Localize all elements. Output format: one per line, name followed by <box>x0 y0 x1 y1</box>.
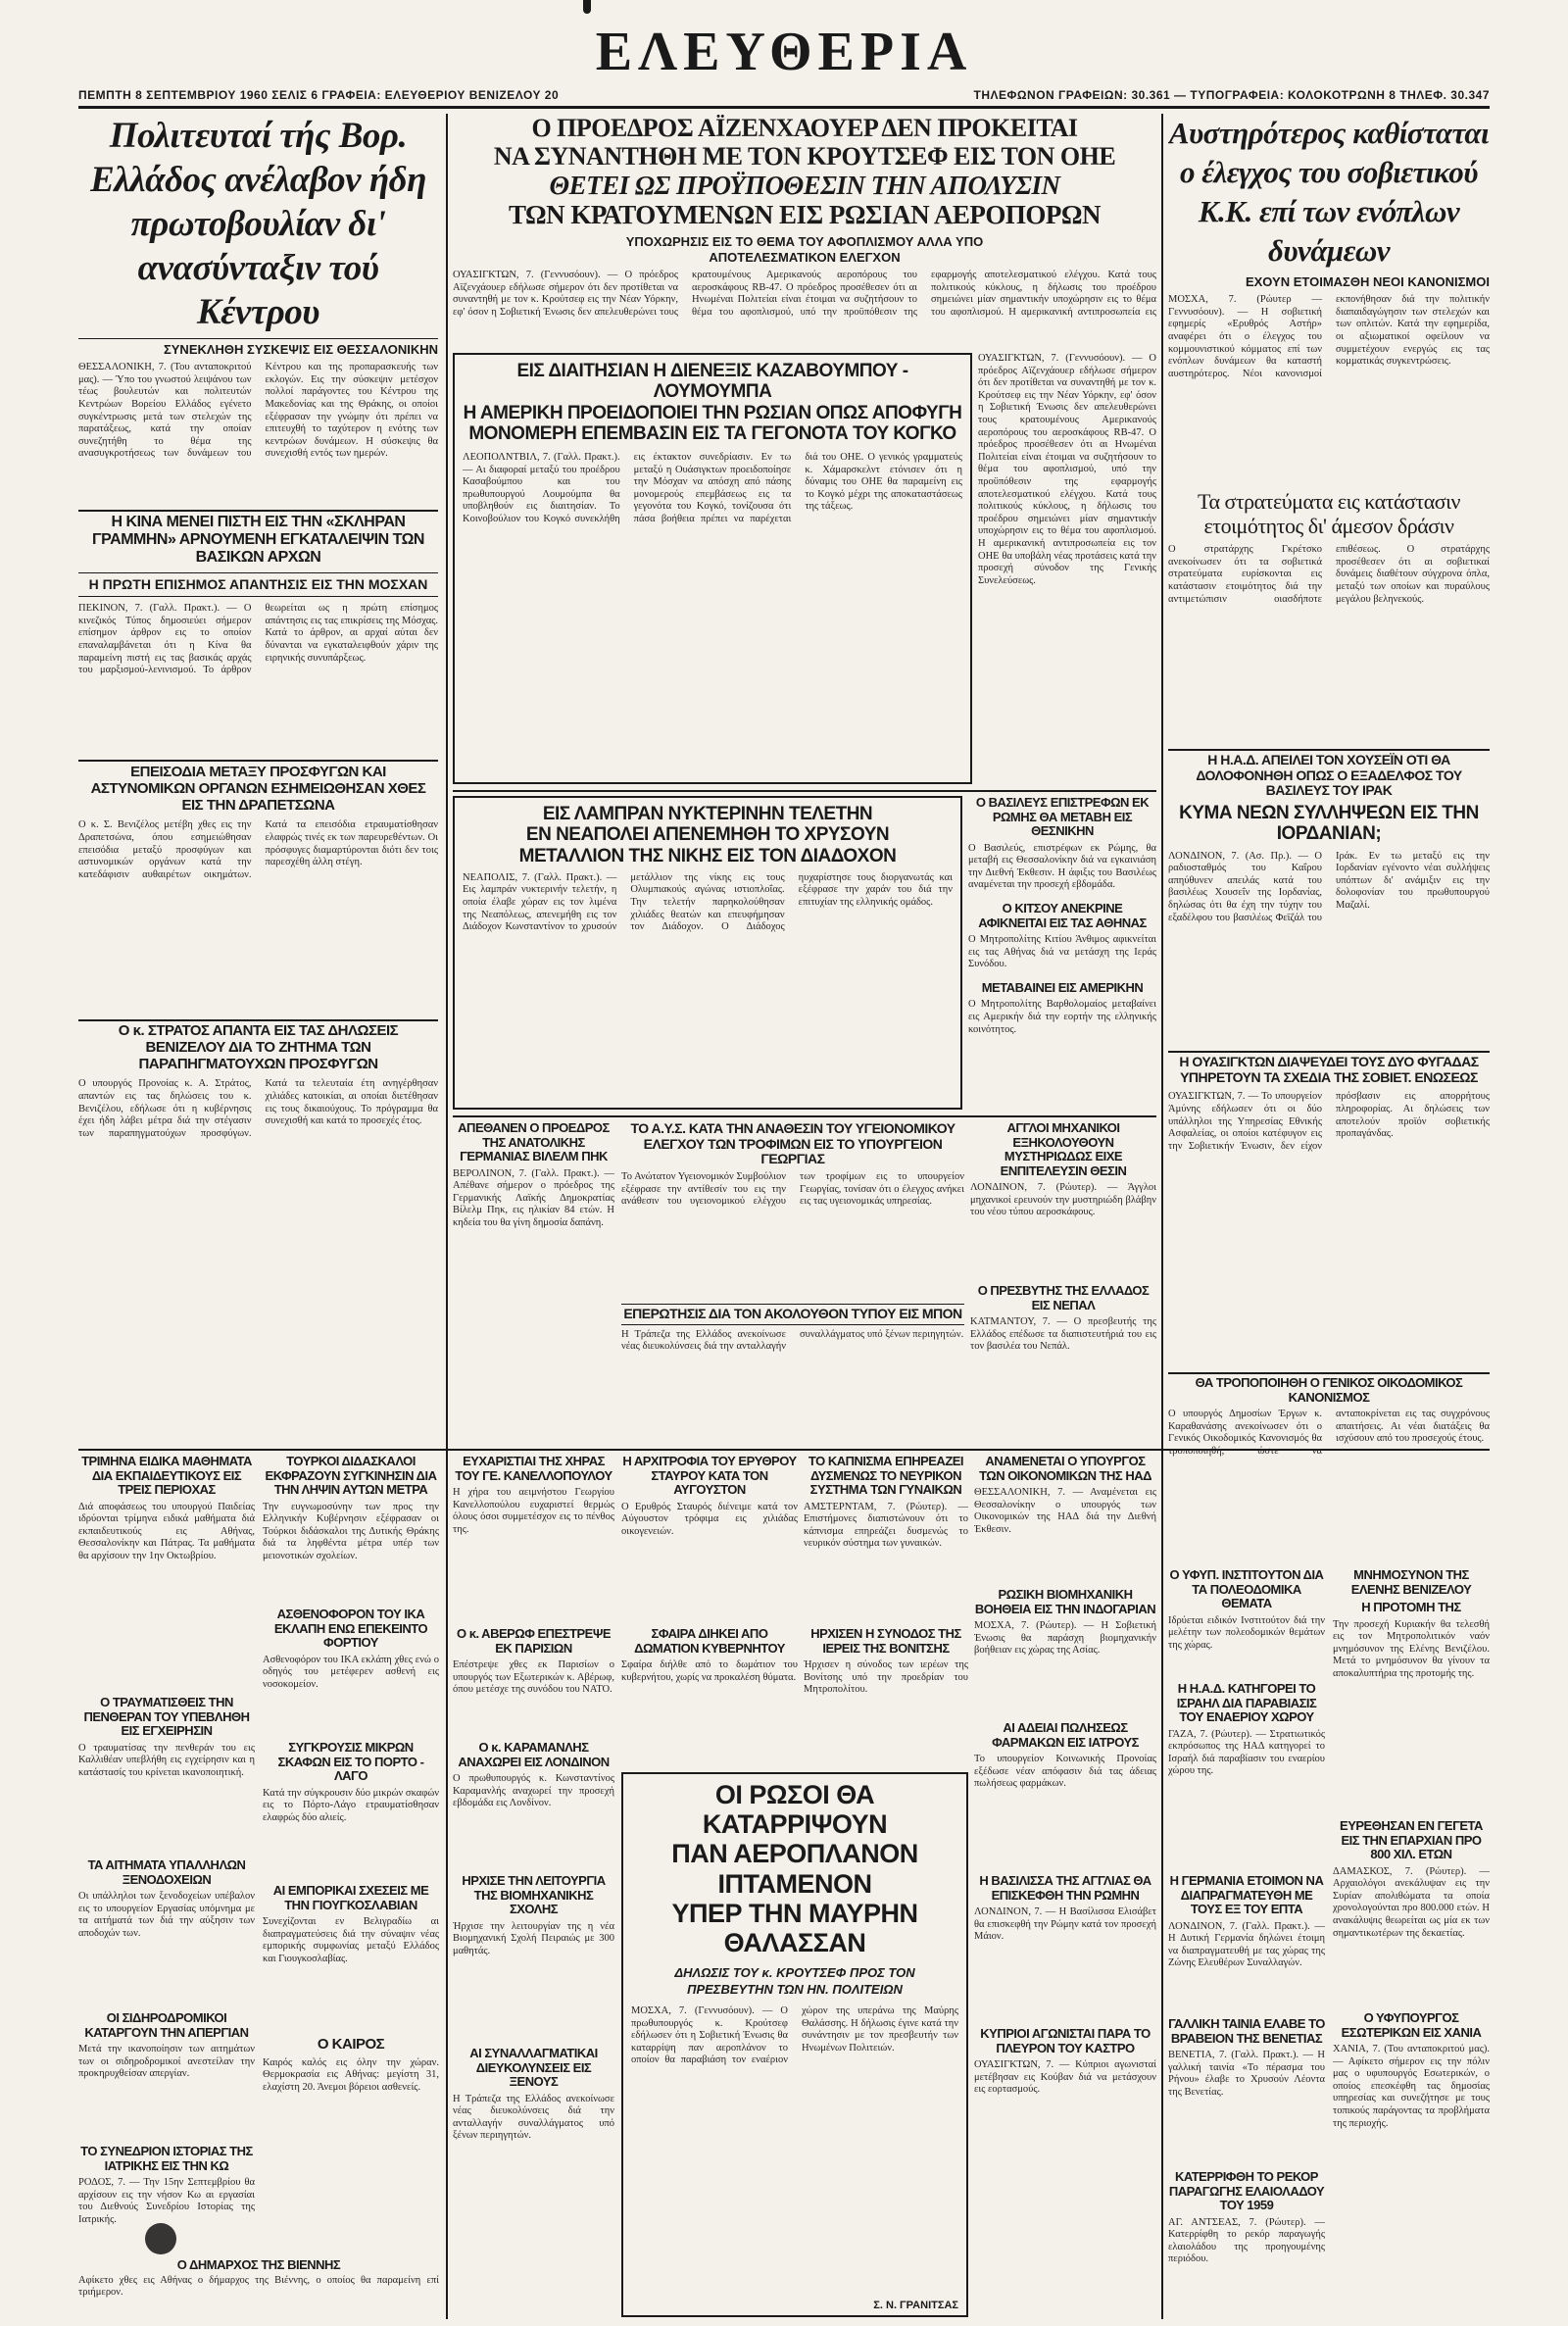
thanks-body: Η χήρα του αειμνήστου Γεωργίου Κανελλοπούλου ευχαριστεί θερμώς όλους όσοι συμμετέσχον εις το πένθος της. <box>453 1487 614 1535</box>
medals-box <box>453 796 962 1110</box>
pieck-story <box>453 1121 614 1445</box>
women-headline: ΑΙ ΣΥΝΑΛΛΑΓΜΑΤΙΚΑΙ ΔΙΕΥΚΟΛΥΝΣΕΙΣ ΕΙΣ ΞΕΝΟΥΣ <box>469 2047 598 2090</box>
ocean-box <box>621 1455 798 1621</box>
pin-mark <box>583 0 591 14</box>
wine-box <box>1333 2011 1490 2315</box>
memorial-headline: ΜΝΗΜΟΣΥΝΟΝ ΤΗΣ ΕΛΕΝΗΣ ΒΕΝΙΖΕΛΟΥ <box>1350 1568 1472 1597</box>
ink-stamp <box>145 2223 176 2254</box>
congo-box <box>453 353 972 784</box>
quiet-box <box>621 1627 798 1764</box>
date-line: ΠΕΜΠΤΗ 8 ΣΕΠΤΕΜΒΡΙΟΥ 1960 ΣΕΛΙΣ 6 ΓΡΑΦΕΙΑ: ΕΛΕΥΘΕΡΙΟΥ ΒΕΝΙΖΕΛΟΥ 20 <box>78 88 560 102</box>
left-lead-headline: Πολιτευταί τής Βορ. Ελλάδος ανέλαβον ήδη πρωτοβουλίαν δι' ανασύνταξιν τού Κέντρου <box>90 116 426 332</box>
school-box <box>453 1874 614 2041</box>
queen-headline: Η ΒΑΣΙΛΙΣΣΑ ΤΗΣ ΑΓΓΛΙΑΣ ΘΑ ΕΠΙΣΚΕΦΘΗ ΤΗΝ ΡΩΜΗΝ <box>979 1874 1152 1903</box>
america-headline: ΜΕΤΑΒΑΙΝΕΙ ΕΙΣ ΑΜΕΡΙΚΗΝ <box>981 979 1144 995</box>
wounded-headline: Ο ΤΡΑΥΜΑΤΙΣΘΕΙΣ ΤΗΝ ΠΕΝΘΕΡΑΝ ΤΟΥ ΥΠΕΒΛΗΘΗ ΕΙΣ ΕΓΧΕΙΡΗΣΙΝ <box>83 1696 250 1739</box>
wounded-body: Ο τραυματίσας την πενθεράν του εις Καλλιθέαν υπεβλήθη εις εγχείρησιν και η κατάστασίς του κρίνεται ικανοποιητική. <box>78 1742 255 1778</box>
sea-body: ΔΑΜΑΣΚΟΣ, 7. (Ρώυτερ). — Αρχαιολόγοι ανεκάλυψαν εις την Συρίαν απολιθώματα τα οποία χρονολογούνται προ 800.000 ετών. Η ανακάλυψις θεωρείται ως μία εκ των σημαντικωτέρων της δεκαετίας. <box>1333 1865 1490 1939</box>
monks-headline: ΗΡΧΙΣΕΝ Η ΣΥΝΟΔΟΣ ΤΗΣ ΙΕΡΕΙΣ ΤΗΣ ΒΟΝΙΤΣΗΣ <box>810 1627 961 1656</box>
rail-box <box>78 2011 255 2139</box>
sea-box <box>1333 1819 1490 2005</box>
tracts-body: Η Τράπεζα της Ελλάδος ανεκοίνωσε νέας διευκολύνσεις διά την ανταλλαγήν συναλλάγματος υπό ξένων περιηγητών. <box>621 1328 964 1353</box>
adenauer-line3: ΘΕΤΕΙ ΩΣ ΠΡΟΫΠΟΘΕΣΙΝ ΤΗΝ ΑΠΟΛΥΣΙΝ <box>549 171 1060 201</box>
soviet-headline: ΡΩΣΙΚΗ ΒΙΟΜΗΧΑΝΙΚΗ ΒΟΗΘΕΙΑ ΕΙΣ ΤΗΝ ΙΝΔΟΓΑΡΙΑΝ <box>974 1588 1156 1616</box>
monks-box <box>804 1627 968 1764</box>
stratos-story <box>78 1023 438 1445</box>
israel-body: ΓΑΖΑ, 7. (Ρώυτερ). — Στρατιωτικός εκπρόσωπος της ΗΑΔ κατηγορεί το Ισραήλ διά παραβίασιν του εναερίου χώρου της. <box>1168 1728 1325 1777</box>
center-rule-2 <box>453 1115 1156 1117</box>
defect-headline: Η ΟΥΑΣΙΓΚΤΩΝ ΔΙΑΨΕΥΔΕΙ ΤΟΥΣ ΔΥΟ ΦΥΓΑΔΑΣ ΥΠΗΡΕΤΟΥΝ ΤΑ ΣΧΕΔΙΑ ΤΗΣ ΣΟΒΙΕΤ. ΕΝΩΣΕΩΣ <box>1179 1055 1479 1085</box>
smoke-body: ΑΜΣΤΕΡΝΤΑΜ, 7. (Ρώυτερ). — Επιστήμονες διαπιστώνουν ότι το κάπνισμα επηρεάζει δυσμενώς το νευρικόν σύστημα των γυναικών. <box>804 1501 968 1550</box>
soviet-body: ΜΟΣΧΑ, 7. (Ρώυτερ). — Η Σοβιετική Ένωσις θα παράσχη βιομηχανικήν βοήθειαν εις χώρας της Ασίας. <box>974 1620 1156 1657</box>
school-headline: ΗΡΧΙΣΕ ΤΗΝ ΛΕΙΤΟΥΡΓΙΑ ΤΗΣ ΒΙΟΜΗΧΑΝΙΚΗΣ ΣΧΟΛΗΣ <box>462 1874 606 1917</box>
bonn-body: Ο Μητροπολίτης Κιτίου Άνθιμος αφικνείται εις τας Αθήνας διά να μετάσχη της Ιεράς Συνόδου. <box>968 934 1156 970</box>
adenauer-line4: ΤΩΝ ΚΡΑΤΟΥΜΕΝΩΝ ΕΙΣ ΡΩΣΙΑΝ ΑΕΡΟΠΟΡΩΝ <box>508 200 1102 230</box>
tobacco-headline: ΑΣΘΕΝΟΦΟΡΟΝ ΤΟΥ ΙΚΑ ΕΚΛΑΠΗ ΕΝΩ ΕΠΕΚΕΙΝΤΟ ΦΟΡΤΙΟΥ <box>273 1608 428 1651</box>
army-story <box>1168 490 1490 745</box>
sea-headline: ΕΥΡΕΘΗΣΑΝ ΕΝ ΓΕΓΕΤΑ ΕΙΣ ΤΗΝ ΕΠΑΡΧΙΑΝ ΠΡΟ 800 ΧΙΛ. ΕΤΩΝ <box>1340 1819 1483 1862</box>
right-rule-2 <box>1168 1051 1490 1053</box>
america-body: Ο Μητροπολίτης Βαρθολομαίος μεταβαίνει εις Αμερικήν διά την εορτήν της ελληνικής κοινότητος. <box>968 999 1156 1035</box>
china-headline: Η ΚΙΝΑ ΜΕΝΕΙ ΠΙΣΤΗ ΕΙΣ ΤΗΝ «ΣΚΛΗΡΑΝ ΓΡΑΜΜΗΝ» ΑΡΝΟΥΜΕΝΗ ΕΓΚΑΤΑΛΕΙΨΙΝ ΤΩΝ ΒΑΣΙΚΩΝ ΑΡΧΩΝ <box>92 514 424 566</box>
medals-line2: ΕΝ ΝΕΑΠΟΛΕΙ ΑΠΕΝΕΜΗΘΗ ΤΟ ΧΡΥΣΟΥΝ <box>525 824 890 846</box>
memorial-box <box>1333 1568 1490 1813</box>
nato-headline: Η ΓΕΡΜΑΝΙΑ ΕΤΟΙΜΟΝ ΝΑ ΔΙΑΠΡΑΓΜΑΤΕΥΘΗ ΜΕ ΤΟΥΣ ΕΞ ΤΟΥ ΕΠΤΑ <box>1169 1874 1324 1917</box>
food-body: Το Ανώτατον Υγειονομικόν Συμβούλιον εξέφρασε την αντίθεσίν του εις την ανάθεσιν του υγειονομικού ελέγχου των τροφίμων εις το υπουργείον Γεωργίας, τονίσαν ότι ο έλεγχος ανήκει εις τας υγειονομικάς υπηρεσίας. <box>621 1171 964 1208</box>
nepal-box <box>970 1284 1156 1441</box>
thanks-box <box>453 1455 614 1621</box>
finance-box <box>974 1455 1156 1582</box>
congo-line2: Η ΑΜΕΡΙΚΗ ΠΡΟΕΙΔΟΠΟΙΕΙ ΤΗΝ ΡΩΣΙΑΝ ΟΠΩΣ ΑΠΟΦΥΓΗ <box>463 402 962 423</box>
skiff-headline: ΣΥΓΚΡΟΥΣΙΣ ΜΙΚΡΩΝ ΣΚΑΦΩΝ ΕΙΣ ΤΟ ΠΟΡΤΟ - ΛΑΓΟ <box>277 1741 424 1784</box>
adenauer-line2: ΝΑ ΣΥΝΑΝΤΗΘΗ ΜΕ ΤΟΝ ΚΡΟΥΤΣΕΦ ΕΙΣ ΤΟΝ ΟΗΕ <box>493 142 1116 172</box>
ocean-body: Ο Ερυθρός Σταυρός διένειμε κατά τον Αύγουστον τρόφιμα εις χιλιάδας οικογενειών. <box>621 1501 798 1537</box>
wounded-box <box>78 1696 255 1853</box>
ship-box <box>453 1627 614 1735</box>
memorial-body: Την προσεχή Κυριακήν θα τελεσθή εις τον Μητροπολιτικόν ναόν μνημόσυνον της Ελένης Βενιζέλου. Μετά το μνημόσυνον θα γίνουν τα αποκαλυπτήρια της προτομής της. <box>1333 1618 1490 1680</box>
building-story <box>1168 1376 1490 1562</box>
teachers-body: Διά αποφάσεως του υπουργού Παιδείας ιδρύονται τρίμηνα ειδικά μαθήματα διά εκπαιδευτικούς εις Αθήνας, Θεσσαλονίκην και Πάτρας. Τα μαθήματα θα αρχίσουν την 1ην Οκτωβρίου. <box>78 1501 255 1562</box>
right-lead-headline: Αυστηρότερος καθίσταται ο έλεγχος του σοβιετικού Κ.Κ. επί των ενόπλων δυνάμεων <box>1168 116 1490 268</box>
medals-body: ΝΕΑΠΟΛΙΣ, 7. (Γαλλ. Πρακτ.). — Εις λαμπράν νυκτερινήν τελετήν, η οποία έλαβε χώραν εις τον λιμένα της Νεαπόλεως, απενεμήθη εις τον Διάδοχον Κωνσταντίνον το χρυσούν μετάλλιον της νίκης εις τους Ολυμπιακούς αγώνας ιστιοπλοΐας. Την τελετήν παρηκολούθησαν χιλιάδες θεατών και επευφήμησαν τον Διάδοχον. Ο Διάδοχος ηυχαρίστησε τους διοργανωτάς και εξέφρασε την χαράν του διά την επιτυχίαν της ελληνικής ομάδος. <box>463 871 953 933</box>
quiet-body: Σφαίρα διήλθε από το δωμάτιον του κυβερνήτου, χωρίς να προκαλέση θύματα. <box>621 1659 798 1683</box>
pieck-headline: ΑΠΕΘΑΝΕΝ Ο ΠΡΟΕΔΡΟΣ ΤΗΣ ΑΝΑΤΟΛΙΚΗΣ ΓΕΡΜΑΝΙΑΣ ΒΙΛΕΛΜ ΠΗΚ <box>458 1121 610 1164</box>
left-lead-sub: ΣΥΝΕΚΛΗΘΗ ΣΥΣΚΕΨΙΣ ΕΙΣ ΘΕΣΣΑΛΟΝΙΚΗΝ <box>78 338 438 358</box>
weather-body: Καιρός καλός εις όλην την χώραν. Θερμοκρασία εις Αθήνας: μεγίστη 31, ελαχίστη 20. Άνεμοι βόρειοι ασθενείς. <box>263 2056 439 2093</box>
skiff-box <box>263 1741 439 1878</box>
tracts-box <box>621 1304 964 1441</box>
building-headline: ΘΑ ΤΡΟΠΟΠΟΙΗΘΗ Ο ΓΕΝΙΚΟΣ ΟΙΚΟΔΟΜΙΚΟΣ ΚΑΝΟΝΙΣΜΟΣ <box>1195 1376 1463 1405</box>
police-story <box>78 765 438 1010</box>
nato-box <box>1168 1874 1325 2011</box>
ocean-headline: Η ΑΡΧΙΤΡΟΦΙΑ ΤΟΥ ΕΡΥΘΡΟΥ ΣΤΑΥΡΟΥ ΚΑΤΑ ΤΟΝ ΑΥΓΟΥΣΤΟΝ <box>622 1455 797 1498</box>
china-sub: Η ΠΡΩΤΗ ΕΠΙΣΗΜΟΣ ΑΠΑΝΤΗΣΙΣ ΕΙΣ ΤΗΝ ΜΟΣΧΑΝ <box>78 572 438 598</box>
ship-body: Επέστρεψε χθες εκ Παρισίων ο υπουργός των Εξωτερικών κ. Αβέρωφ, όπου μετέσχε της συνόδου του ΝΑΤΟ. <box>453 1659 614 1696</box>
mayor-body: Αφίκετο χθες εις Αθήνας ο δήμαρχος της Βιέννης, ο οποίος θα παραμείνη επί τριήμερον. <box>78 2274 439 2299</box>
china-body: ΠΕΚΙΝΟΝ, 7. (Γαλλ. Πρακτ.). — Ο κινεζικός Τύπος δημοσιεύει σήμερον επίσημον άρθρον εις το οποίον επαναλαμβάνεται ότι η Κίνα θα παραμείνη πιστή εις τας βασικάς αρχάς του μαρξισμού-λενινισμού. Το άρθρον θεωρείται ως η πρώτη επίσημος απάντησις εις τας επικρίσεις της Μόσχας. Κατά το άρθρον, αι αρχαί αύται δεν δύνανται να εγκαταλειφθούν χάριν της ειρηνικής συνυπάρξεως. <box>78 603 438 676</box>
thanks-headline: ΕΥΧΑΡΙΣΤΙΑΙ ΤΗΣ ΧΗΡΑΣ ΤΟΥ ΓΕ. ΚΑΝΕΛΛΟΠΟΥΛΟΥ <box>455 1455 612 1483</box>
medals-line3: ΜΕΤΑΛΛΙΟΝ ΤΗΣ ΝΙΚΗΣ ΕΙΣ ΤΟΝ ΔΙΑΔΟΧΟΝ <box>518 845 897 866</box>
police-body: Ο κ. Σ. Βενιζέλος μετέβη χθες εις την Δραπετσώνα, όπου εσημειώθησαν επεισόδια μεταξύ προσφύγων και αστυνομικών οργάνων κατά την κατεδάφισιν αυθαιρέτων οικημάτων. Κατά τα επεισόδια ετραυματίσθησαν ελαφρώς τινές εκ των παρευρεθέντων. Οι πρόσφυγες διαμαρτύρονται διότι δεν τοις παρεσχέθη άλλη στέγη. <box>78 819 438 880</box>
hotels-box <box>78 1858 255 2005</box>
food-headline: ΤΟ Α.Υ.Σ. ΚΑΤΑ ΤΗΝ ΑΝΑΘΕΣΙΝ ΤΟΥ ΥΓΕΙΟΝΟΜΙΚΟΥ ΕΛΕΓΧΟΥ ΤΩΝ ΤΡΟΦΙΜΩΝ ΕΙΣ ΤΟ ΥΠΟΥΡΓΕΙΟΝ ΓΕΩΡΓΙΑΣ <box>630 1121 956 1167</box>
rail-headline: ΟΙ ΣΙΔΗΡΟΔΡΟΜΙΚΟΙ ΚΑΤΑΡΓΟΥΝ ΤΗΝ ΑΠΕΡΓΙΑΝ <box>84 2011 249 2040</box>
turks-headline: ΤΟΥΡΚΟΙ ΔΙΔΑΣΚΑΛΟΙ ΕΚΦΡΑΖΟΥΝ ΣΥΓΚΙΝΗΣΙΝ ΔΙΑ ΤΗΝ ΛΗΨΙΝ ΑΥΤΩΝ ΜΕΤΡΑ <box>265 1455 437 1498</box>
col-rule-left <box>446 114 448 2319</box>
weather-headline: Ο ΚΑΙΡΟΣ <box>317 2037 385 2053</box>
right-rule-1 <box>1168 749 1490 751</box>
women-body: Η Τράπεζα της Ελλάδος ανεκοίνωσε νέας διευκολύνσεις διά την ανταλλαγήν συναλλάγματος υπό ξένων περιηγητών. <box>453 2093 614 2142</box>
congo-line3: ΜΟΝΟΜΕΡΗ ΕΠΕΜΒΑΣΙΝ ΕΙΣ ΤΑ ΓΕΓΟΝΟΤΑ ΤΟΥ ΚΟΓΚΟ <box>468 422 956 444</box>
left-lead-body: ΘΕΣΣΑΛΟΝΙΚΗ, 7. (Του ανταποκριτού μας). — Ύπο του γνωστού λειψάνου των τέως βουλευτών και πολιτευτών Κεντρώων Βορείου Ελλάδος εγένετο συγκέντρωσις μετά των στελεχών της παρατάξεως, κατά την οποίαν συνεζητήθη το θέμα της ανασυγκροτήσεως των δυνάμεων του Κέντρου και της προπαρασκευής των εκλογών. Εις την σύσκεψιν μετέσχον πολλοί παράγοντες του Κέντρου της Μακεδονίας και της Θράκης, οι οποίοι εξέφρασαν την γνώμην ότι πρέπει να επιτευχθή το ταχύτερον η ενότης των κεντρώων δυνάμεων. Η σύσκεψις θα συνεχισθή εντός των ημερών. <box>78 362 438 460</box>
pieck-body: ΒΕΡΟΛΙΝΟΝ, 7. (Γαλλ. Πρακτ.). — Απέθανε σήμερον ο πρόεδρος της Γερμανικής Λαϊκής Δημοκρατίας Βίλελμ Πηκ, εις ηλικίαν 84 ετών. Η κηδεία του θα γίνη δημοσία δαπάνη. <box>453 1167 614 1229</box>
pharma-box <box>974 1721 1156 1868</box>
israel-box <box>1168 1682 1325 1868</box>
congo-body: ΛΕΟΠΟΛΝΤΒΙΛ, 7. (Γαλλ. Πρακτ.). — Αι διαφοραί μεταξύ του προέδρου Κασαβούμπου και του πρωθυπουργού Λουμούμπα θα υποβληθούν εις διαιτησίαν. Το Κοινοβούλιον του Κογκό συνεκλήθη εις έκτακτον συνεδρίασιν. Εν τω μεταξύ η Ουάσιγκτων προειδοποίησε την Μόσχαν να απόσχη από πάσης μονομερούς επεμβάσεως εις τα γεγονότα του Κογκό, τονίζουσα ότι πάσα βοήθεια πρέπει να παρέχεται διά του ΟΗΕ. Ο γενικός γραμματεύς κ. Χάμαρσκελντ ετόνισεν ότι η δύναμις του ΟΗΕ θα παραμείνη εις το Κογκό μέχρι της αποκαταστάσεως της τάξεως. <box>463 452 962 525</box>
adenauer-story <box>453 114 1156 349</box>
tobacco-box <box>263 1608 439 1735</box>
school-body: Ήρχισε την λειτουργίαν της η νέα Βιομηχανική Σχολή Πειραιώς με 300 μαθητάς. <box>453 1920 614 1956</box>
history-body: ΡΟΔΟΣ, 7. — Την 15ην Σεπτεμβρίου θα αρχίσουν εις την νήσον Κω αι εργασίαι του Διεθνούς Συνεδρίου Ιστορίας της Ιατρικής. <box>78 2177 255 2225</box>
papa-headline: Ο κ. ΚΑΡΑΜΑΝΛΗΣ ΑΝΑΧΩΡΕΙ ΕΙΣ ΛΟΝΔΙΝΟΝ <box>458 1741 610 1769</box>
right-lead-body: ΜΟΣΧΑ, 7. (Ρώυτερ — Γεννυσόουν). — Η σοβιετική εφημερίς «Ερυθρός Αστήρ» αναφέρει ότι ο έλεγχος του κομμουνιστικού κόμματος επί των ενόπλων δυνάμεων θα καταστή αυστηρότερος. Νέοι κανονισμοί εκπονήθησαν διά την πολιτικήν διαπαιδαγώγησιν των στελεχών και των οπλιτών. Κατά την εφημερίδα, οι αξιωματικοί οφείλουν να συμμετέχουν ενεργώς εις τας κομματικάς συγκεντρώσεις. <box>1168 294 1490 379</box>
cyprus-headline: ΚΥΠΡΙΟΙ ΑΓΩΝΙΣΤΑΙ ΠΑΡΑ ΤΟ ΠΛΕΥΡΟΝ ΤΟΥ ΚΑΣΤΡΟ <box>980 2027 1151 2055</box>
tracts-headline: ΕΠΕΡΩΤΗΣΙΣ ΔΙΑ ΤΟΝ ΑΚΟΛΟΥΘΟΝ ΤΥΠΟΥ ΕΙΣ ΜΠΟΝ <box>621 1304 964 1325</box>
wine-headline: Ο ΥΦΥΠΟΥΡΓΟΣ ΕΣΩΤΕΡΙΚΩΝ ΕΙΣ ΧΑΝΙΑ <box>1341 2011 1482 2040</box>
iraq-sub: ΚΥΜΑ ΝΕΩΝ ΣΥΛΛΗΨΕΩΝ ΕΙΣ ΤΗΝ ΙΟΡΔΑΝΙΑΝ; <box>1179 803 1479 845</box>
adenauer-body: ΟΥΑΣΙΓΚΤΩΝ, 7. (Γεννυσόουν). — Ο πρόεδρος Αϊζενχάουερ εδήλωσε σήμερον ότι δεν προτίθεται να συναντηθή με τον κ. Κρούτσεφ εις την Νέαν Υόρκην, εφ' όσον η Σοβιετική Ένωσις δεν απελευθερώνει τους κρατουμένους Αμερικανούς αεροπόρους του αεροσκάφους RB-47. Ο πρόεδρος προσέθεσεν ότι αι Ηνωμέναι Πολιτείαι είναι έτοιμαι να συζητήσουν το θέμα του αφοπλισμού, υπό την προϋπόθεσιν της εφαρμογής αποτελεσματικού ελέγχου. Κατά τους πολιτικούς κύκλους, η δήλωσις του προέδρου σημειώνει μίαν σημαντικήν υποχώρησιν εις το θέμα του αφοπλισμού. Η αμερικανική αντιπροσωπεία εις <box>453 270 1156 318</box>
papa-box <box>453 1741 614 1868</box>
pilots-line2: ΠΑΝ ΑΕΡΟΠΛΑΝΟΝ ΙΠΤΑΜΕΝΟΝ <box>671 1839 918 1899</box>
pilots-box <box>621 1772 968 2317</box>
police-headline: ΕΠΕΙΣΟΔΙΑ ΜΕΤΑΞΥ ΠΡΟΣΦΥΓΩΝ ΚΑΙ ΑΣΤΥΝΟΜΙΚΩΝ ΟΡΓΑΝΩΝ ΕΣΗΜΕΙΩΘΗΣΑΝ ΧΘΕΣ ΕΙΣ ΤΗΝ ΔΡΑΠΕΤΣΩΝΑ <box>90 765 426 814</box>
pilots-line3: ΥΠΕΡ ΤΗΝ ΜΑΥΡΗΝ ΘΑΛΑΣΣΑΝ <box>671 1898 918 1958</box>
skiff-body: Κατά την σύγκρουσιν δύο μικρών σκαφών εις το Πόρτο-Λάγο ετραυματίσθησαν ελαφρώς δύο αλιείς. <box>263 1787 439 1823</box>
iraq-headline: Η Η.Α.Δ. ΑΠΕΙΛΕΙ ΤΟΝ ΧΟΥΣΕΪΝ ΟΤΙ ΘΑ ΔΟΛΟΦΟΝΗΘΗ ΟΠΩΣ Ο ΕΞΑΔΕΛΦΟΣ ΤΟΥ ΒΑΣΙΛΕΥΣ ΤΟΥ ΙΡΑΚ <box>1196 753 1462 799</box>
building-body: Ο υπουργός Δημοσίων Έργων κ. Καραθανάσης ανεκοίνωσεν ότι ο Γενικός Οικοδομικός Κανονισμός θα τροποποιηθή, ώστε να ανταποκρίνεται εις τας συγχρόνους απαιτήσεις. Αι νέαι διατάξεις θα ισχύσουν από του προσεχούς έτους. <box>1168 1409 1490 1457</box>
quiet-headline: ΣΦΑΙΡΑ ΔΙΗΚΕΙ ΑΠΟ ΔΩΜΑΤΙΟΝ ΚΥΒΕΡΝΗΤΟΥ <box>634 1627 785 1656</box>
cyprus-box <box>974 2027 1156 2311</box>
pharma-body: Το υπουργείον Κοινωνικής Προνοίας εξέδωσε νέαν απόφασιν διά τας άδειας πωλήσεως φαρμάκων. <box>974 1754 1156 1790</box>
defect-body: ΟΥΑΣΙΓΚΤΩΝ, 7. — Το υπουργείον Άμύνης εδήλωσεν ότι οι δύο υπάλληλοι της Υπηρεσίας Εθνικής Ασφαλείας, οι οποίοι κατέφυγον εις την Σοβιετικήν Ένωσιν, δεν είχον πρόσβασιν εις απορρήτους πληροφορίας. Αι δηλώσεις των αποτελούν προϊόν σοβιετικής προπαγάνδας. <box>1168 1091 1490 1152</box>
queen-box <box>974 1874 1156 2021</box>
left-rule-3 <box>78 1019 438 1021</box>
masthead-rule <box>78 106 1490 109</box>
pilots-sub: ΔΗΛΩΣΙΣ ΤΟΥ κ. ΚΡΟΥΤΣΕΦ ΠΡΟΣ ΤΟΝ ΠΡΕΣΒΕΥΤΗΝ ΤΩΝ ΗΝ. ΠΟΛΙΤΕΙΩΝ <box>674 1965 915 1997</box>
army-headline: Τα στρατεύματα εις κατάστασιν ετοιμότητος δι' άμεσον δράσιν <box>1198 490 1460 538</box>
teachers-headline: ΤΡΙΜΗΝΑ ΕΙΔΙΚΑ ΜΑΘΗΜΑΤΑ ΔΙΑ ΕΚΠΑΙΔΕΥΤΙΚΟΥΣ ΕΙΣ ΤΡΕΙΣ ΠΕΡΙΟΧΑΣ <box>81 1455 252 1498</box>
yugo-box <box>263 1884 439 2031</box>
left-rule-1 <box>78 510 438 512</box>
queen-body: ΛΟΝΔΙΝΟΝ, 7. — Η Βασίλισσα Ελισάβετ θα επισκεφθή την Ρώμην κατά τον προσεχή Μάιον. <box>974 1906 1156 1943</box>
inst-headline: Ο ΥΦΥΠ. ΙΝΣΤΙΤΟΥΤΟΝ ΔΙΑ ΤΑ ΠΟΛΕΟΔΟΜΙΚΑ ΘΕΜΑΤΑ <box>1169 1568 1324 1611</box>
teachers-box <box>78 1455 255 1690</box>
medals-line1: ΕΙΣ ΛΑΜΠΡΑΝ ΝΥΚΤΕΡΙΝΗΝ ΤΕΛΕΤΗΝ <box>542 804 873 824</box>
army-body: Ο στρατάρχης Γκρέτσκο ανεκοίνωσεν ότι τα σοβιετικά στρατεύματα ευρίσκονται εις κατάστασιν ετοιμότητος διά την αντιμετώπισιν οιασδήποτε επιθέσεως. Ο στρατάρχης προσέθεσεν ότι αι σοβιετικαί δυνάμεις διαθέτουν σύγχρονα όπλα, μεταξύ των οποίων και πυραύλους μεγάλου βεληνεκούς. <box>1168 544 1490 605</box>
yugo-body: Συνεχίζονται εν Βελιγραδίω αι διαπραγματεύσεις διά την σύναψιν νέας εμπορικής συμφωνίας μεταξύ Ελλάδος και Γιουγκοσλαβίας. <box>263 1916 439 1964</box>
stratos-body: Ο υπουργός Προνοίας κ. Α. Στράτος, απαντών εις τας δηλώσεις του κ. Βενιζέλου, εδήλωσε ότι η κυβέρνησις έχει ήδη λάβει μέτρα διά την στέγασιν των παραπηγματούχων προσφύγων. Κατά τα τελευταία έτη ανηγέρθησαν χιλιάδες κατοικίαι, αι οποίαι διετέθησαν εις τους δικαιούχους. Το πρόγραμμα θα συνεχισθή και κατά το προσεχές έτος. <box>78 1078 438 1139</box>
nepal-body: ΚΑΤΜΑΝΤΟΥ, 7. — Ο πρεσβευτής της Ελλάδος επέδωσε τα διαπιστευτήριά του εις τον βασιλέα του Νεπάλ. <box>970 1316 1156 1353</box>
tobacco-body: Ασθενοφόρον του ΙΚΑ εκλάπη χθες ενώ ο οδηγός του μετέφερεν ασθενή εις νοσοκομείον. <box>263 1654 439 1690</box>
hotels-headline: ΤΑ ΑΙΤΗΜΑΤΑ ΥΠΑΛΛΗΛΩΝ ΞΕΝΟΔΟΧΕΙΩΝ <box>87 1858 246 1887</box>
film-body: ΒΕΝΕΤΙΑ, 7. (Γαλλ. Πρακτ.). — Η γαλλική ταινία «Το πέρασμα του Ρήνου» έλαβε το Χρυσούν Λέοντα της Βενετίας. <box>1168 2050 1325 2098</box>
adenauer-continued: ΟΥΑΣΙΓΚΤΩΝ, 7. (Γεννυσόουν). — Ο πρόεδρος Αϊζενχάουερ εδήλωσε σήμερον ότι δεν προτίθεται να συναντηθή με τον κ. Κρούτσεφ εις την Νέαν Υόρκην, εφ' όσον η Σοβιετική Ένωσις δεν απελευθερώνει τους κρατουμένους Αμερικανούς αεροπόρους του αεροσκάφους RB-47. Ο πρόεδρος προσέθεσεν ότι αι Ηνωμέναι Πολιτείαι είναι έτοιμαι να συζητήσουν το θέμα του αφοπλισμού, υπό την προϋπόθεσιν της εφαρμογής αποτελεσματικού ελέγχου. Κατά τους πολιτικούς κύκλους, η δήλωσις του προέδρου σημειώνει μίαν σημαντικήν υποχώρησιν εις το θέμα του αφοπλισμού. Η αμερικανική αντιπροσωπεία εις τον ΟΗΕ θα υποβάλη νέας προτάσεις κατά την προσεχή σύνοδον της Γενικής Συνελεύσεως. <box>978 353 1156 586</box>
finance-headline: ΑΝΑΜΕΝΕΤΑΙ Ο ΥΠΟΥΡΓΟΣ ΤΩΝ ΟΙΚΟΝΟΜΙΚΩΝ ΤΗΣ ΗΑΔ <box>979 1455 1152 1483</box>
adenauer-line1: Ο ΠΡΟΕΔΡΟΣ ΑΪΖΕΝΧΑΟΥΕΡ ΔΕΝ ΠΡΟΚΕΙΤΑΙ <box>531 114 1078 142</box>
nepal-headline: Ο ΠΡΕΣΒΥΤΗΣ ΤΗΣ ΕΛΛΑΔΟΣ ΕΙΣ ΝΕΠΑΛ <box>977 1284 1150 1312</box>
ship-headline: Ο κ. ΑΒΕΡΩΦ ΕΠΕΣΤΡΕΨΕ ΕΚ ΠΑΡΙΣΙΩΝ <box>456 1627 612 1656</box>
rail-body: Μετά την ικανοποίησιν των αιτημάτων των οι σιδηροδρομικοί ανεστείλαν την προκηρυχθείσαν απεργίαν. <box>78 2044 255 2080</box>
cheat-body: ΑΓ. ΑΝΤΣΕΑΣ, 7. (Ρώυτερ). — Κατερρίφθη το ρεκόρ παραγωγής ελαιολάδου της προηγουμένης περιόδου. <box>1168 2216 1325 2265</box>
adenauer-sub: ΥΠΟΧΩΡΗΣΙΣ ΕΙΣ ΤΟ ΘΕΜΑ ΤΟΥ ΑΦΟΠΛΙΣΜΟΥ ΑΛΛΑ ΥΠΟ ΑΠΟΤΕΛΕΣΜΑΤΙΚΟΝ ΕΛΕΓΧΟΝ <box>625 233 984 265</box>
turks-box <box>263 1455 439 1602</box>
royals-headline: Ο ΒΑΣΙΛΕΥΣ ΕΠΙΣΤΡΕΦΩΝ ΕΚ ΡΩΜΗΣ ΘΑ ΜΕΤΑΒΗ ΕΙΣ ΘΕΣΝΙΚΗΝ <box>975 796 1150 839</box>
smoke-box <box>804 1455 968 1621</box>
cyprus-body: ΟΥΑΣΙΓΚΤΩΝ, 7. — Κύπριοι αγωνισταί μετέβησαν εις Κούβαν διά να μετάσχουν εις εορτασμούς. <box>974 2059 1156 2096</box>
pharma-headline: ΑΙ ΑΔΕΙΑΙ ΠΩΛΗΣΕΩΣ ΦΑΡΜΑΚΩΝ ΕΙΣ ΙΑΤΡΟΥΣ <box>992 1721 1139 1750</box>
inst-box <box>1168 1568 1325 1676</box>
wine-body: ΧΑΝΙΑ, 7. (Του ανταποκριτού μας). — Αφίκετο σήμερον εις την πόλιν μας ο υφυπουργός Εσωτερικών, ο οποίος επεσκέφθη τας δημοσίας υπηρεσίας και συνεζήτησε με τους τοπικούς παράγοντας τα προβλήματα της περιοχής. <box>1333 2044 1490 2129</box>
history-headline: ΤΟ ΣΥΝΕΔΡΙΟΝ ΙΣΤΟΡΙΑΣ ΤΗΣ ΙΑΤΡΙΚΗΣ ΕΙΣ ΤΗΝ ΚΩ <box>80 2145 253 2173</box>
col-rule-right <box>1161 114 1163 2319</box>
mayor-headline: Ο ΔΗΜΑΡΧΟΣ ΤΗΣ ΒΙΕΝΝΗΣ <box>176 2258 341 2272</box>
right-rule-3 <box>1168 1372 1490 1374</box>
hotels-body: Οι υπάλληλοι των ξενοδοχείων υπέβαλον εις το υπουργείον Εργασίας υπόμνημα με τα αιτήματά των διά την αύξησιν των αποδοχών των. <box>78 1891 255 1939</box>
film-headline: ΓΑΛΛΙΚΗ ΤΑΙΝΙΑ ΕΛΑΒΕ ΤΟ ΒΡΑΒΕΙΟΝ ΤΗΣ ΒΕΝΕΤΙΑΣ <box>1168 2017 1325 2046</box>
memorial-sub: Η ΠΡΟΤΟΜΗ ΤΗΣ <box>1361 1600 1461 1615</box>
left-rule-2 <box>78 760 438 762</box>
masthead-title: ΕΛΕΥΘΕΡΙΑ <box>595 22 973 82</box>
right-center-body <box>978 353 1156 784</box>
phone-line: ΤΗΛΕΦΩΝΟΝ ΓΡΑΦΕΙΩΝ: 30.361 — ΤΥΠΟΓΡΑΦΕΙΑ: ΚΟΛΟΚΟΤΡΩΝΗ 8 ΤΗΛΕΦ. 30.347 <box>973 88 1490 102</box>
royals-box <box>968 796 1156 1110</box>
soviet-box <box>974 1588 1156 1715</box>
weather-box <box>263 2037 439 2184</box>
bonn-headline: Ο ΚΙΤΣΟΥ ΑΝΕΚΡΙΝΕ ΑΦΙΚΝΕΙΤΑΙ ΕΙΣ ΤΑΣ ΑΘΗΝΑΣ <box>978 901 1147 930</box>
dateline <box>78 84 1490 106</box>
inst-body: Ιδρύεται ειδικόν Ινστιτούτον διά την μελέτην των πολεοδομικών θεμάτων της χώρας. <box>1168 1614 1325 1651</box>
turks-body: Την ευγνωμοσύνην των προς την Ελληνικήν Κυβέρνησιν εξέφρασαν οι Τούρκοι διδάσκαλοι της Δυτικής Θράκης διά τα ληφθέντα μέτρα υπέρ των μειονοτικών σχολείων. <box>263 1501 439 1562</box>
cheat-headline: ΚΑΤΕΡΡΙΦΘΗ ΤΟ ΡΕΚΟΡ ΠΑΡΑΓΩΓΗΣ ΕΛΑΙΟΛΑΔΟΥ ΤΟΥ 1959 <box>1168 2170 1325 2213</box>
center-rule-1 <box>453 790 1156 792</box>
congo-line1: ΕΙΣ ΔΙΑΙΤΗΣΙΑΝ Η ΔΙΕΝΕΞΙΣ ΚΑΖΑΒΟΥΜΠΟΥ - ΛΟΥΜΟΥΜΠΑ <box>516 361 908 403</box>
women-box <box>453 2047 614 2311</box>
iraq-body: ΛΟΝΔΙΝΟΝ, 7. (Ασ. Πρ.). — Ο ραδιοσταθμός του Καΐρου απηύθυνεν απειλάς κατά του βασιλέως Χουσεΐν της Ιορδανίας, δηλώσας ότι θα έχη την τύχην του εξαδέλφου του βασιλέως Φεϊζάλ του Ιράκ. Εν τω μεταξύ εις την Ιορδανίαν εγένοντο νέαι συλλήψεις υπόπτων δι' ανάμιξιν εις την δολοφονίαν του πρωθυπουργού Μαζαλί. <box>1168 850 1490 923</box>
pilots-signature: Σ. Ν. ΓΡΑΝΙΤΣΑΣ <box>873 2299 958 2311</box>
israel-headline: Η Η.Α.Δ. ΚΑΤΗΓΟΡΕΙ ΤΟ ΙΣΡΑΗΛ ΔΙΑ ΠΑΡΑΒΙΑΣΙΣ ΤΟΥ ΕΝΑΕΡΙΟΥ ΧΩΡΟΥ <box>1176 1682 1317 1725</box>
monks-body: Ήρχισεν η σύνοδος των ιερέων της Βονίτσης υπό την προεδρίαν του Μητροπολίτου. <box>804 1659 968 1696</box>
nato-body: ΛΟΝΔΙΝΟΝ, 7. (Γαλλ. Πρακτ.). — Η Δυτική Γερμανία δηλώνει έτοιμη να διαπραγματευθή με τας χώρας της Ζώνης Ελευθέρων Συναλλαγών. <box>1168 1920 1325 1969</box>
yugo-headline: ΑΙ ΕΜΠΟΡΙΚΑΙ ΣΧΕΣΕΙΣ ΜΕ ΤΗΝ ΓΙΟΥΓΚΟΣΛΑΒΙΑΝ <box>272 1884 429 1912</box>
papa-body: Ο πρωθυπουργός κ. Κωνσταντίνος Καραμανλής αναχωρεί την προσεχή εβδομάδα εις Λονδίνον. <box>453 1773 614 1809</box>
film-box <box>1168 2017 1325 2164</box>
engineers-headline: ΑΓΓΛΟΙ ΜΗΧΑΝΙΚΟΙ ΕΞΗΚΟΛΟΥΘΟΥΝ ΜΥΣΤΗΡΙΩΔΩΣ ΕΙΧΕ ΕΝΠΙΤΕΛΕΥΣΙΝ ΘΕΣΙΝ <box>1000 1121 1127 1178</box>
engineers-body: ΛΟΝΔΙΝΟΝ, 7. (Ρώυτερ). — Άγγλοι μηχανικοί ερευνούν την μυστηριώδη βλάβην του νέου τύπου αεροσκάφους. <box>970 1182 1156 1218</box>
china-story <box>78 514 438 768</box>
pilots-body: ΜΟΣΧΑ, 7. (Γεννυσόουν). — Ο πρωθυπουργός κ. Κρούτσεφ εδήλωσεν ότι η Σοβιετική Ένωσις θα καταρρίψη παν αεροπλάνον το οποίον θα παραβιάση τον εναέριον χώρον της υπεράνω της Μαύρης Θαλάσσης. Η δήλωσις έγινε κατά την συνάντησιν με τον πρεσβευτήν των Ηνωμένων Πολιτειών. <box>631 2004 958 2066</box>
pilots-line1: ΟΙ ΡΩΣΟΙ ΘΑ ΚΑΤΑΡΡΙΨΟΥΝ <box>702 1780 888 1840</box>
defect-story <box>1168 1055 1490 1368</box>
royals-body: Ο Βασιλεύς, επιστρέφων εκ Ρώμης, θα μεταβή εις Θεσσαλονίκην διά να εγκαινιάση την Διεθνή Έκθεσιν. Η άφιξις του Βασιλέως αναμένεται την προσεχή εβδομάδα. <box>968 842 1156 891</box>
cheat-box <box>1168 2170 1325 2317</box>
right-lead-story <box>1168 114 1490 486</box>
engineers-box <box>970 1121 1156 1278</box>
stratos-headline: Ο κ. ΣΤΡΑΤΟΣ ΑΠΑΝΤΑ ΕΙΣ ΤΑΣ ΔΗΛΩΣΕΙΣ ΒΕΝΙΖΕΛΟΥ ΔΙΑ ΤΟ ΖΗΤΗΜΑ ΤΩΝ ΠΑΡΑΠΗΓΜΑΤΟΥΧΩΝ ΠΡΟΣΦΥΓΩΝ <box>118 1023 399 1072</box>
iraq-story <box>1168 753 1490 1047</box>
smoke-headline: ΤΟ ΚΑΠΝΙΣΜΑ ΕΠΗΡΕΑΖΕΙ ΔΥΣΜΕΝΩΣ ΤΟ ΝΕΥΡΙΚΟΝ ΣΥΣΤΗΜΑ ΤΩΝ ΓΥΝΑΙΚΩΝ <box>808 1455 964 1498</box>
food-story <box>621 1121 964 1298</box>
right-lead-sub: ΕΧΟΥΝ ΕΤΟΙΜΑΣΘΗ ΝΕΟΙ ΚΑΝΟΝΙΣΜΟΙ <box>1245 274 1490 289</box>
mayor-box <box>78 2258 439 2317</box>
finance-body: ΘΕΣΣΑΛΟΝΙΚΗ, 7. — Αναμένεται εις Θεσσαλονίκην ο υπουργός των Οικονομικών της ΗΑΔ διά την Διεθνή Έκθεσιν. <box>974 1487 1156 1535</box>
